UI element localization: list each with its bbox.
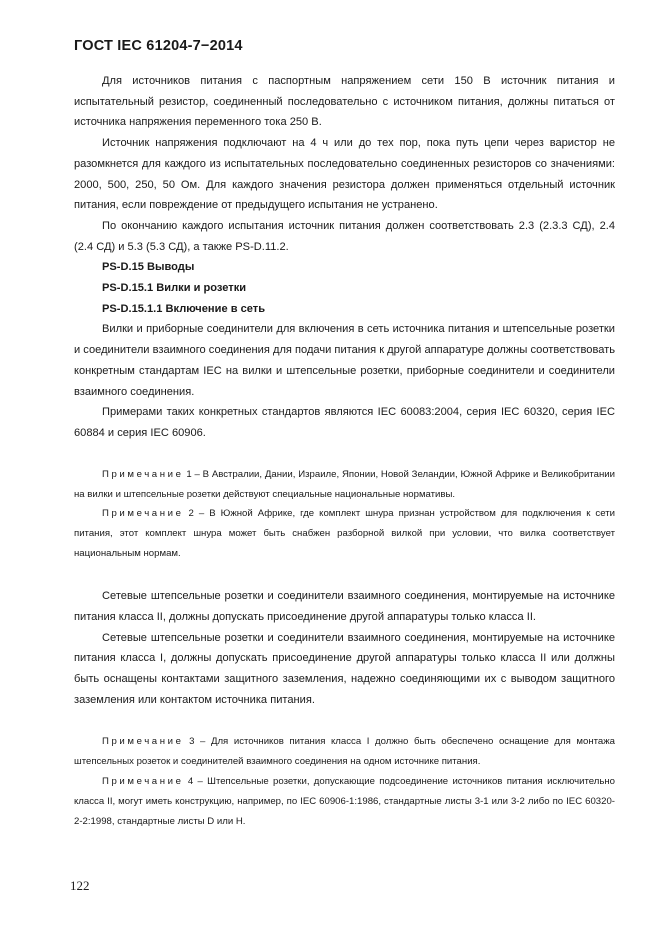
note-4 — [74, 772, 615, 832]
note-label: Примечание — [102, 468, 184, 480]
body-paragraph: Вилки и приборные соединители для включения в сеть источника питания и штепсельные розетки и соединители взаимного соединения для подачи питания к другой аппаратуре должны соответствовать конкретным стандартам IEC на вилки и штепсельные розетки, приборные соединители и соединители взаимного соединения. — [74, 323, 615, 398]
page-body — [74, 71, 615, 832]
body-paragraph: Примерами таких конкретных стандартов являются IEC 60083:2004, серия IEC 60320, серия IEC 60884 и серия IEC 60906. — [74, 406, 615, 439]
note-label: Примечание — [102, 736, 184, 748]
note-text: 4 – Штепсельные розетки, допускающие подсоединение источников питания исключительно класса II, могут иметь конструкцию, например, по IEC 60906-1:1986, стандартные листы 3-1 или 3-2 либо по IEC 60320-2-2:1998, стандартные листы D или H. — [74, 776, 615, 828]
note-text: 3 – Для источников питания класса I должно быть обеспечено оснащение для монтажа штепсельных розеток и соединителей взаимного соединения на одном источнике питания. — [74, 736, 615, 768]
body-paragraph: Для источников питания с паспортным напряжением сети 150 В источник питания и испытательный резистор, соединенный последовательно с источником питания, должны питаться от источника напряжения переменного тока 250 В. — [74, 75, 615, 129]
section-heading-15-1: PS-D.15.1 Вилки и розетки — [102, 282, 247, 295]
section-heading-15-1-1: PS-D.15.1.1 Включение в сеть — [102, 302, 266, 315]
page-number: 122 — [70, 878, 90, 893]
note-2 — [74, 504, 615, 564]
note-3 — [74, 732, 615, 772]
note-label: Примечание — [102, 508, 184, 520]
section-heading-15: PS-D.15 Выводы — [102, 261, 195, 274]
note-text: 2 – В Южной Африке, где комплект шнура признан устройством для подключения к сети питания, этот комплект шнура может быть снабжен разборной вилкой при условии, что вилка соответствует национальным нормам. — [74, 508, 615, 560]
note-text: 1 – В Австралии, Дании, Израиле, Японии, Новой Зеландии, Южной Африке и Великобритании на вилки и штепсельные розетки действуют специальные национальные нормативы. — [74, 468, 615, 500]
note-label: Примечание — [102, 776, 184, 788]
body-paragraph: Сетевые штепсельные розетки и соединители взаимного соединения, монтируемые на источнике питания класса II, должны допускать присоединение другой аппаратуры только класса II. — [74, 590, 615, 623]
document-header: ГОСТ IEC 61204-7−2014 — [74, 38, 243, 54]
body-paragraph: По окончанию каждого испытания источник питания должен соответствовать 2.3 (2.3.3 СД), 2.4 (2.4 СД) и 5.3 (5.3 СД), а также PS-D.11.2. — [74, 219, 615, 253]
note-1 — [74, 465, 615, 505]
body-paragraph: Источник напряжения подключают на 4 ч или до тех пор, пока путь цепи через варистор не разомкнется для каждого из испытательных последовательно соединенных резисторов со значениями: 2000, 500, 250, 50 Ом. Для каждого значения резистора должен применяться отдельный источник питания, если повреждение от предыдущего испытания не устранено. — [74, 137, 615, 212]
body-paragraph: Сетевые штепсельные розетки и соединители взаимного соединения, монтируемые на источнике питания класса I, должны допускать присоединение другой аппаратуры только класса II или должны быть оснащены контактами защитного заземления, надежно соединяющими их с выводом защитного заземления или контактом источника питания. — [74, 631, 615, 706]
